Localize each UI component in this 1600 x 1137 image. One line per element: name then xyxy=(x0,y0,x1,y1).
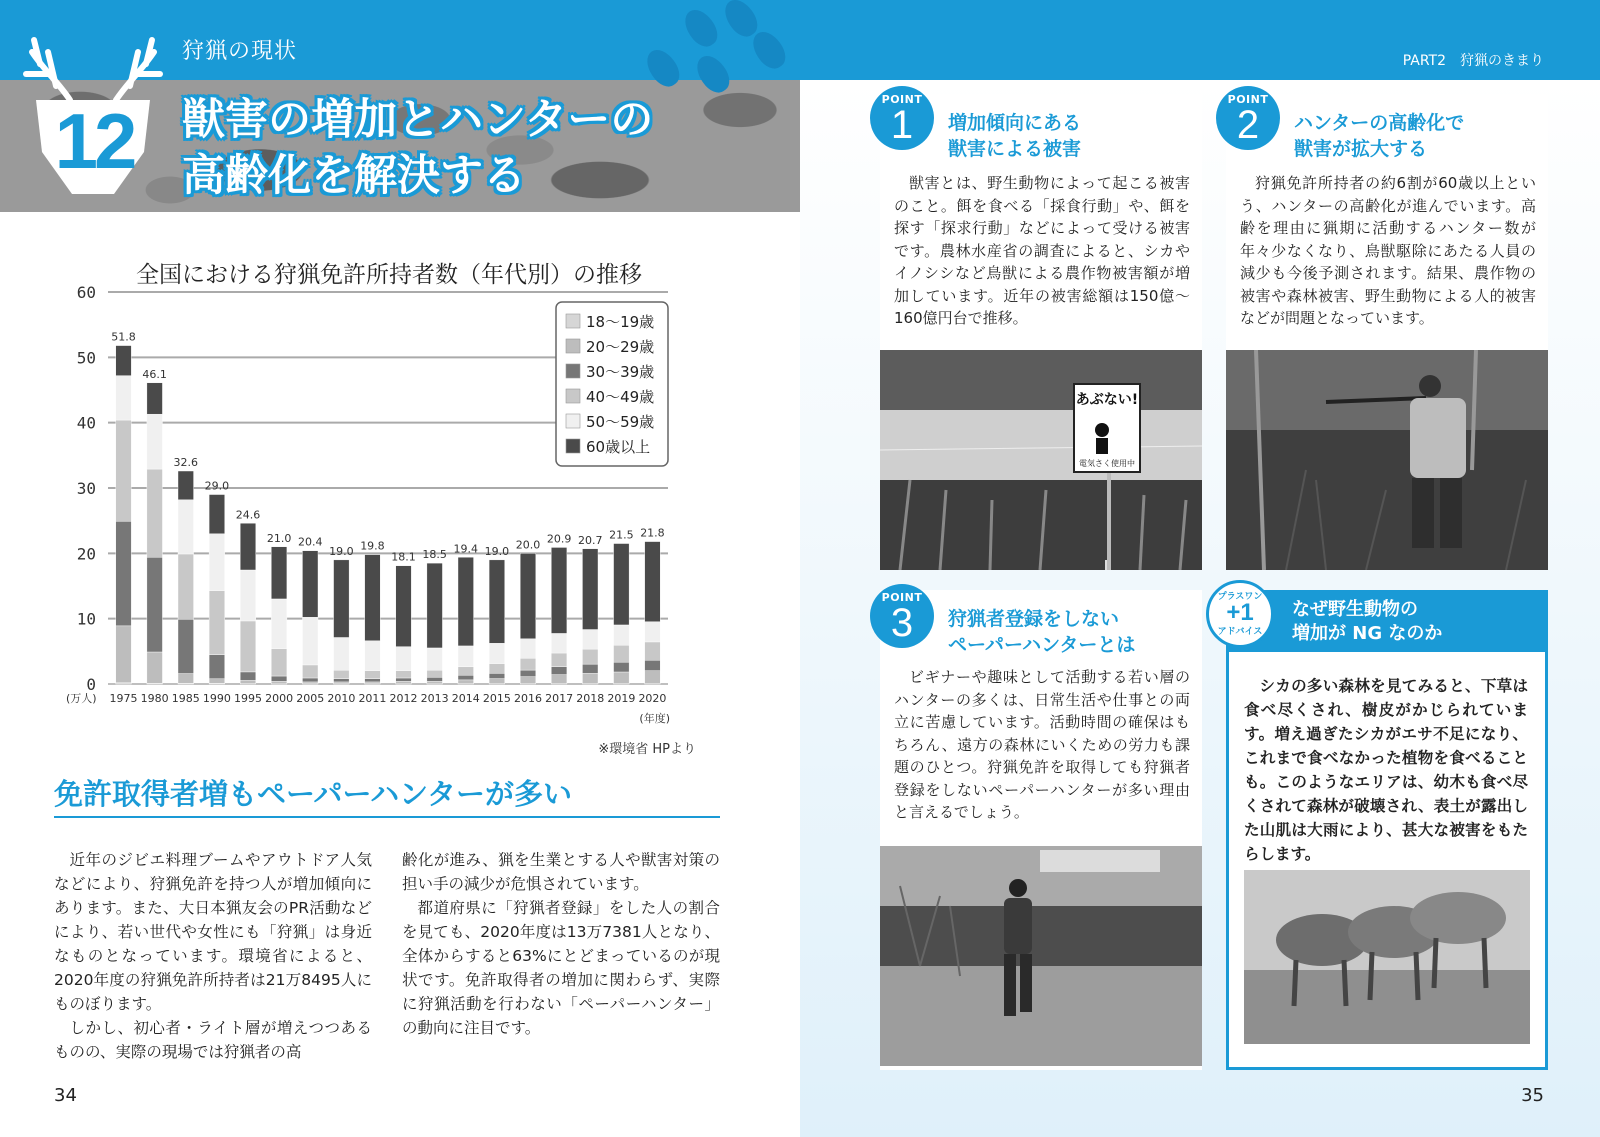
bar-segment xyxy=(645,542,661,622)
x-tick-label: 2011 xyxy=(358,692,387,705)
x-tick-label: 2010 xyxy=(327,692,356,705)
bar-total-label: 19.0 xyxy=(329,544,354,558)
article-paragraph: 都道府県に「狩猟者登録」をした人の割合を見ても、2020年度は13万7381人となり、全体からすると63%にとどまっているのが現状です。免許取得者の増加に関わらず、実際に狩猟活動を行わない「ペーパーハンター」の動向に注目です。 xyxy=(402,899,720,1037)
bar-segment xyxy=(645,622,661,642)
x-tick-label: 1985 xyxy=(171,692,200,705)
bar-segment xyxy=(365,555,381,641)
bar-segment xyxy=(302,678,318,682)
point-title-line: ペーパーハンターとは xyxy=(948,634,1136,656)
bar-total-label: 46.1 xyxy=(142,367,167,381)
point-3-badge xyxy=(870,584,934,648)
legend-label: 50〜59歳 xyxy=(586,413,655,431)
bar-total-label: 20.4 xyxy=(297,535,323,549)
page-number-left: 34 xyxy=(54,1085,77,1106)
y-tick-label: 40 xyxy=(76,413,96,433)
x-tick-label: 2019 xyxy=(607,692,636,705)
bar-total-label: 19.0 xyxy=(484,544,510,558)
point-1-badge xyxy=(870,86,934,150)
x-tick-label: 1995 xyxy=(234,692,262,705)
bar-segment xyxy=(365,641,381,671)
x-tick-label: 2018 xyxy=(576,692,605,705)
bar-segment xyxy=(365,671,381,679)
bar-segment xyxy=(427,677,443,681)
article-paragraph: 近年のジビエ料理ブームやアウトドア人気などにより、狩猟免許を持つ人が増加傾向にあります。また、大日本猟友会のPR活動などにより、若い世代や女性にも「狩猟」は身近なものとなっています。環境省によると、2020年度の狩猟免許所持者は21万8495人にものぼります。 xyxy=(54,851,372,1013)
x-tick-label: 2000 xyxy=(265,692,294,705)
bar-segment xyxy=(240,523,256,570)
point-3-title xyxy=(948,606,1135,658)
bar-segment xyxy=(178,471,194,500)
bar-segment xyxy=(271,681,287,684)
bar-segment xyxy=(209,495,225,534)
bar-segment xyxy=(396,681,412,684)
bar-segment xyxy=(614,662,630,672)
bar-segment xyxy=(302,682,318,684)
chapter-number: 12 xyxy=(54,97,134,185)
y-tick-label: 50 xyxy=(76,348,96,368)
bar-segment xyxy=(645,660,661,670)
fence-sign-subtext: 電気さく使用中 xyxy=(1079,459,1135,468)
bar-segment xyxy=(334,679,350,682)
y-tick-label: 30 xyxy=(76,479,96,498)
bar-segment xyxy=(489,560,505,643)
point-3-text xyxy=(894,666,1190,824)
bar-segment xyxy=(520,553,536,638)
x-tick-label: 1990 xyxy=(202,692,231,705)
point-1-title xyxy=(948,110,1081,162)
bar-segment xyxy=(116,346,132,376)
legend-swatch xyxy=(566,389,580,403)
bar-segment xyxy=(365,682,381,684)
bar-segment xyxy=(427,681,443,684)
bar-total-label: 20.7 xyxy=(577,533,603,547)
legend-swatch xyxy=(566,414,580,428)
bar-segment xyxy=(614,625,630,645)
bar-segment xyxy=(582,664,598,673)
part-label: PART2 狩猟のきまり xyxy=(1402,53,1544,69)
bar-segment xyxy=(209,679,225,684)
bar-segment xyxy=(582,673,598,683)
point-2-title xyxy=(1294,110,1464,162)
legend-label: 20〜29歳 xyxy=(586,338,655,356)
article-column-1 xyxy=(54,848,372,1064)
bar-segment xyxy=(458,675,474,680)
advice-badge-mid: +1 xyxy=(1226,599,1254,626)
advice-badge-top: プラスワン xyxy=(1217,592,1263,602)
x-tick-label: 1975 xyxy=(109,692,138,705)
bar-segment xyxy=(582,549,598,630)
electric-fence-photo xyxy=(880,350,1202,570)
title-line-1: 獣害の増加とハンターの xyxy=(182,95,654,145)
bar-segment xyxy=(458,646,474,667)
point-label: POINT xyxy=(1227,93,1269,106)
advice-title-line: 増加が NG なのか xyxy=(1292,623,1443,644)
point-paragraph: 狩猟免許所持者の約6割が60歳以上という、ハンターの高齢化が進んでいます。高齢を理由に猟期に活動するハンター数が年々少なくなり、鳥獣駆除にあたる人員の減少も今後予測されます。結果、農作物の被害や森林被害、野生動物による人的被害などが問題となっています。 xyxy=(1240,174,1536,327)
bar-total-label: 24.6 xyxy=(235,508,261,522)
bar-segment xyxy=(582,630,598,650)
x-tick-label: 2017 xyxy=(545,692,574,705)
point-label: POINT xyxy=(881,93,923,106)
x-tick-label: 1980 xyxy=(140,692,169,705)
bar-segment xyxy=(427,670,443,677)
y-tick-label: 0 xyxy=(86,675,96,694)
bar-segment xyxy=(147,414,163,469)
bar-segment xyxy=(645,642,661,660)
legend-label: 18〜19歳 xyxy=(586,313,655,331)
bar-total-label: 29.0 xyxy=(204,479,230,493)
bar-segment xyxy=(489,664,505,674)
bar-segment xyxy=(271,649,287,676)
bar-segment xyxy=(334,637,350,670)
bar-segment xyxy=(209,591,225,655)
point-number: 2 xyxy=(1236,103,1260,147)
bar-segment xyxy=(209,655,225,679)
bar-total-label: 18.1 xyxy=(391,550,416,564)
bar-segment xyxy=(302,551,318,618)
bar-segment xyxy=(302,617,318,665)
bar-segment xyxy=(520,658,536,670)
bar-segment xyxy=(458,680,474,684)
x-tick-label: 2015 xyxy=(482,692,511,705)
bar-segment xyxy=(271,547,287,599)
bar-segment xyxy=(551,653,567,667)
point-title-line: 増加傾向にある xyxy=(948,112,1082,134)
x-tick-label: 2014 xyxy=(451,692,480,705)
y-tick-label: 60 xyxy=(76,284,96,302)
page-number-right: 35 xyxy=(1521,1085,1544,1106)
bar-segment xyxy=(302,665,318,678)
x-tick-label: 2016 xyxy=(514,692,542,705)
legend-label: 60歳以上 xyxy=(586,438,651,456)
bar-segment xyxy=(427,648,443,670)
bar-segment xyxy=(116,376,132,420)
point-paragraph: ビギナーや趣味として活動する若い層のハンターの多くは、日常生活や仕事との両立に苦慮しています。活動時間の確保はもちろん、遠方の森林にいくための労力も課題のひとつ。狩猟免許を取得しても狩猟者登録をしないペーパーハンターが多い理由と言えるでしょう。 xyxy=(894,668,1190,821)
point-title-line: 獣害が拡大する xyxy=(1294,138,1428,160)
bar-segment xyxy=(551,547,567,633)
title-line-2: 高齢化を解決する xyxy=(182,151,526,201)
x-tick-label: 2005 xyxy=(296,692,325,705)
bar-segment xyxy=(178,674,194,684)
advice-badge-bottom: アドバイス xyxy=(1217,627,1263,637)
bar-segment xyxy=(551,667,567,675)
bar-segment xyxy=(209,534,225,591)
chart-svg xyxy=(66,284,696,734)
bar-segment xyxy=(396,671,412,678)
legend-swatch xyxy=(566,339,580,353)
hunter-walking-photo xyxy=(880,846,1202,1066)
advice-paragraph: シカの多い森林を見てみると、下草は食べ尽くされ、樹皮がかじられています。増え過ぎたシカがエサ不足になり、これまで食べなかった植物を食べることも。このようなエリアは、幼木も食べ尽くされて森林が破壊され、表土が露出した山肌は大雨により、甚大な被害をもたらします。 xyxy=(1244,677,1528,863)
bar-total-label: 32.6 xyxy=(173,456,199,470)
x-tick-label: 2020 xyxy=(638,692,667,705)
bar-segment xyxy=(582,649,598,664)
bar-total-label: 21.0 xyxy=(266,531,292,545)
advice-title-line: なぜ野生動物の xyxy=(1292,599,1418,620)
point-2-badge xyxy=(1216,86,1280,150)
legend-label: 30〜39歳 xyxy=(586,363,655,381)
bar-segment xyxy=(116,626,132,683)
deer-grazing-photo xyxy=(1244,870,1530,1044)
article-column-2 xyxy=(402,848,720,1040)
bar-segment xyxy=(396,566,412,647)
bar-segment xyxy=(116,521,132,626)
x-tick-label: 2013 xyxy=(420,692,449,705)
y-tick-label: 20 xyxy=(76,544,96,564)
y-axis-unit-label: (万人) xyxy=(66,692,97,705)
bar-total-label: 51.8 xyxy=(111,330,136,344)
point-title-line: ハンターの高齢化で xyxy=(1294,112,1465,134)
bar-segment xyxy=(147,469,163,557)
advice-title xyxy=(1292,598,1442,646)
bar-segment xyxy=(147,383,163,414)
section-label: 狩猟の現状 xyxy=(182,39,298,64)
bar-total-label: 19.4 xyxy=(453,542,479,556)
bar-segment xyxy=(147,652,163,683)
bar-segment xyxy=(334,670,350,678)
bar-segment xyxy=(489,679,505,684)
bar-segment xyxy=(178,500,194,554)
x-tick-label: 2012 xyxy=(389,692,418,705)
article-heading: 免許取得者増もペーパーハンターが多い xyxy=(54,777,572,811)
legend-swatch xyxy=(566,314,580,328)
point-number: 3 xyxy=(890,601,914,645)
x-axis-unit-label: (年度) xyxy=(639,712,670,725)
article-paragraph: しかし、初心者・ライト層が増えつつあるものの、実際の現場では狩猟者の高 xyxy=(54,1019,372,1061)
bar-segment xyxy=(240,621,256,672)
bar-segment xyxy=(614,544,630,625)
legend-swatch xyxy=(566,364,580,378)
bar-total-label: 21.5 xyxy=(609,528,634,542)
bar-total-label: 19.8 xyxy=(360,539,385,553)
bar-segment xyxy=(334,560,350,638)
article-paragraph: 齢化が進み、猟を生業とする人や獣害対策の担い手の減少が危惧されています。 xyxy=(402,851,720,893)
bar-segment xyxy=(396,678,412,681)
y-tick-label: 10 xyxy=(76,609,96,629)
bar-segment xyxy=(645,671,661,684)
bar-segment xyxy=(520,670,536,677)
bar-total-label: 20.0 xyxy=(515,538,541,552)
bar-segment xyxy=(396,647,412,671)
license-holder-chart xyxy=(66,254,696,764)
bar-segment xyxy=(458,667,474,675)
chart-source-note: ※環境省 HPより xyxy=(598,742,696,757)
bar-total-label: 18.5 xyxy=(422,548,447,562)
bar-total-label: 21.8 xyxy=(640,526,665,540)
bar-segment xyxy=(271,599,287,649)
bar-segment xyxy=(178,619,194,673)
bar-segment xyxy=(551,633,567,653)
bar-segment xyxy=(178,554,194,619)
bar-segment xyxy=(458,557,474,646)
hunter-aiming-photo xyxy=(1226,350,1548,570)
heading-rule xyxy=(54,816,720,818)
bar-segment xyxy=(116,420,132,521)
bar-segment xyxy=(240,680,256,683)
legend-swatch xyxy=(566,439,580,453)
advice-text xyxy=(1244,674,1528,866)
bar-segment xyxy=(427,563,443,648)
point-paragraph: 獣害とは、野生動物によって起こる被害のこと。餌を食べる「採食行動」や、餌を探す「探求行動」などによって受ける被害です。農林水産省の調査によると、シカやイノシシなど鳥獣による農作物被害額が増加しています。近年の被害総額は150億〜160億円台で推移。 xyxy=(894,174,1190,327)
bar-segment xyxy=(614,672,630,684)
bar-segment xyxy=(520,639,536,659)
bar-segment xyxy=(365,679,381,682)
chart-title: 全国における狩猟免許所持者数（年代別）の推移 xyxy=(136,262,642,288)
plus-one-advice-badge xyxy=(1206,580,1274,648)
fence-sign-text: あぶない! xyxy=(1075,392,1139,408)
point-label: POINT xyxy=(881,591,923,604)
page-title xyxy=(182,92,782,204)
bar-total-label: 20.9 xyxy=(546,532,572,546)
bar-segment xyxy=(240,570,256,621)
bar-segment xyxy=(489,673,505,678)
point-2-text xyxy=(1240,172,1536,330)
point-title-line: 狩猟者登録をしない xyxy=(948,608,1120,630)
point-title-line: 獣害による被害 xyxy=(948,138,1082,160)
bar-segment xyxy=(334,682,350,684)
bar-segment xyxy=(520,677,536,684)
point-number: 1 xyxy=(890,103,914,147)
bar-segment xyxy=(614,645,630,662)
point-1-text xyxy=(894,172,1190,330)
bar-segment xyxy=(551,675,567,684)
bar-segment xyxy=(240,672,256,680)
legend-label: 40〜49歳 xyxy=(586,388,655,406)
bar-segment xyxy=(147,557,163,652)
bar-segment xyxy=(271,676,287,681)
bar-segment xyxy=(489,643,505,663)
